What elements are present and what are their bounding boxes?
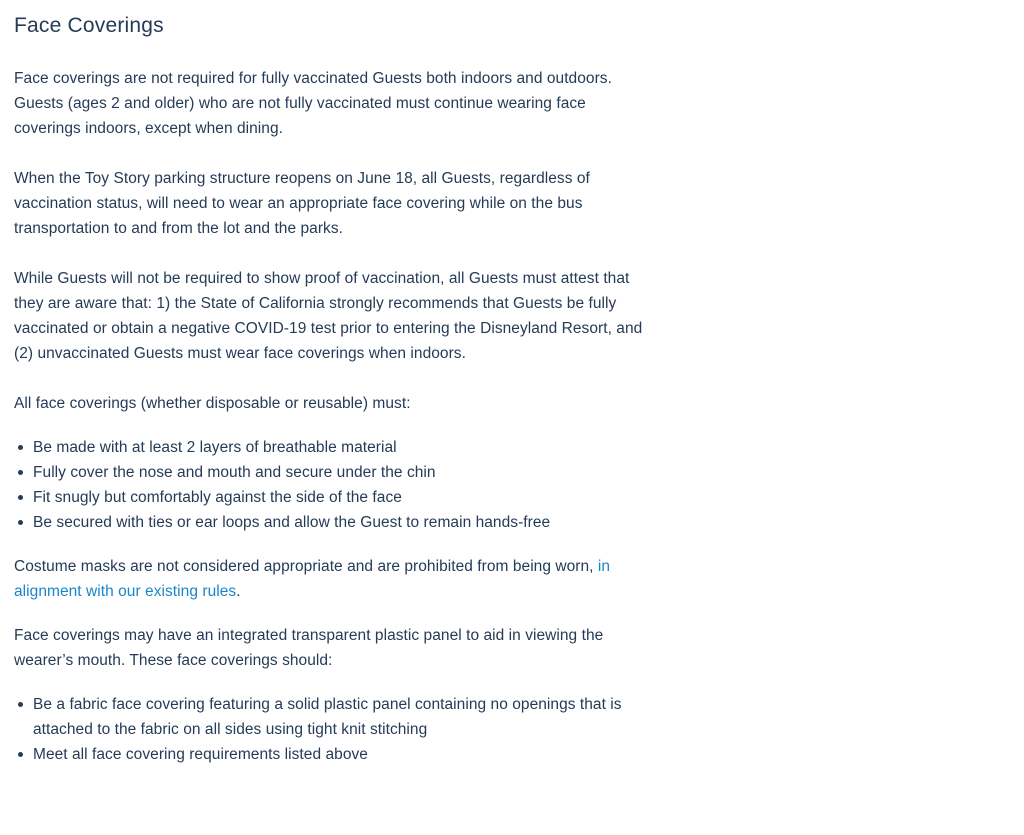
costume-masks-period: .	[236, 583, 241, 600]
list-item: Be made with at least 2 layers of breathable material	[33, 435, 654, 460]
face-coverings-section	[14, 12, 654, 767]
list-item: Fully cover the nose and mouth and secure under the chin	[33, 460, 654, 485]
costume-masks-paragraph	[14, 554, 654, 604]
existing-rules-link[interactable]: in alignment with our existing rules	[14, 558, 611, 600]
list-item: Be a fabric face covering featuring a solid plastic panel containing no openings that is attached to the fabric on all sides using tight knit stitching	[33, 692, 654, 742]
attestation-paragraph: While Guests will not be required to show proof of vaccination, all Guests must attest that they are aware that: 1) the State of California strongly recommends that Guests be fully vaccinated or obtain a negative COVID-19 test prior to entering the Disneyland Resort, and (2) unvaccinated Guests must wear face coverings when indoors.	[14, 270, 643, 362]
list-item: Fit snugly but comfortably against the side of the face	[33, 485, 654, 510]
list-item: Meet all face covering requirements listed above	[33, 742, 654, 767]
section-title: Face Coverings	[14, 14, 164, 37]
vaccination-paragraph: Face coverings are not required for fully vaccinated Guests both indoors and outdoors. Guests (ages 2 and older) who are not fully vaccinated must continue wearing face coverings indoors, except when dining.	[14, 70, 612, 137]
requirements-intro: All face coverings (whether disposable or reusable) must:	[14, 395, 411, 412]
list-item: Be secured with ties or ear loops and allow the Guest to remain hands-free	[33, 510, 654, 535]
panel-requirements-list	[14, 692, 654, 767]
transparent-panel-paragraph: Face coverings may have an integrated transparent plastic panel to aid in viewing the wearer’s mouth. These face coverings should:	[14, 627, 604, 669]
parking-structure-paragraph: When the Toy Story parking structure reopens on June 18, all Guests, regardless of vaccination status, will need to wear an appropriate face covering while on the bus transportation to and from the lot and the parks.	[14, 170, 590, 237]
costume-masks-text: Costume masks are not considered appropriate and are prohibited from being worn,	[14, 558, 598, 575]
requirements-list	[14, 435, 654, 535]
